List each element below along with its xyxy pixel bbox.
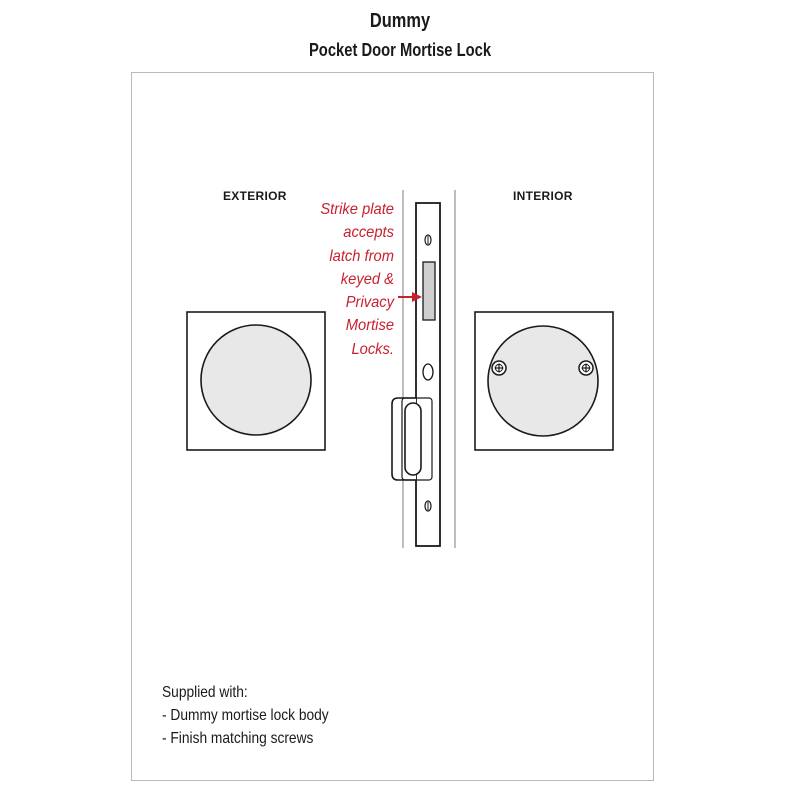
callout-line: Locks. xyxy=(351,340,394,358)
interior-round-disc xyxy=(488,326,598,436)
interior-pull xyxy=(475,312,613,450)
edge-pull-slot xyxy=(405,403,421,475)
mortise-faceplate xyxy=(392,203,440,546)
exterior-round-disc xyxy=(201,325,311,435)
exterior-label: EXTERIOR xyxy=(223,189,287,203)
faceplate-screw-icon xyxy=(425,235,431,245)
page-title: Dummy xyxy=(369,10,431,32)
supplied-item: - Finish matching screws xyxy=(162,730,314,747)
callout-line: latch from xyxy=(329,247,394,265)
faceplate-hole xyxy=(423,364,433,380)
callout-line: Mortise xyxy=(345,317,394,335)
supplied-item: - Dummy mortise lock body xyxy=(162,707,329,724)
callout-line: keyed & xyxy=(340,270,394,288)
screw-icon xyxy=(579,361,593,375)
screw-icon xyxy=(492,361,506,375)
interior-label: INTERIOR xyxy=(513,189,573,203)
callout-line: Privacy xyxy=(345,294,394,312)
callout-line: Strike plate xyxy=(320,201,394,218)
exterior-pull xyxy=(187,312,325,450)
faceplate-screw-icon xyxy=(425,501,431,511)
strike-opening xyxy=(423,262,435,320)
supplied-heading: Supplied with: xyxy=(162,684,248,701)
callout-line: accepts xyxy=(343,224,394,242)
supplied-with-block xyxy=(162,681,329,750)
page-subtitle: Pocket Door Mortise Lock xyxy=(308,40,492,60)
